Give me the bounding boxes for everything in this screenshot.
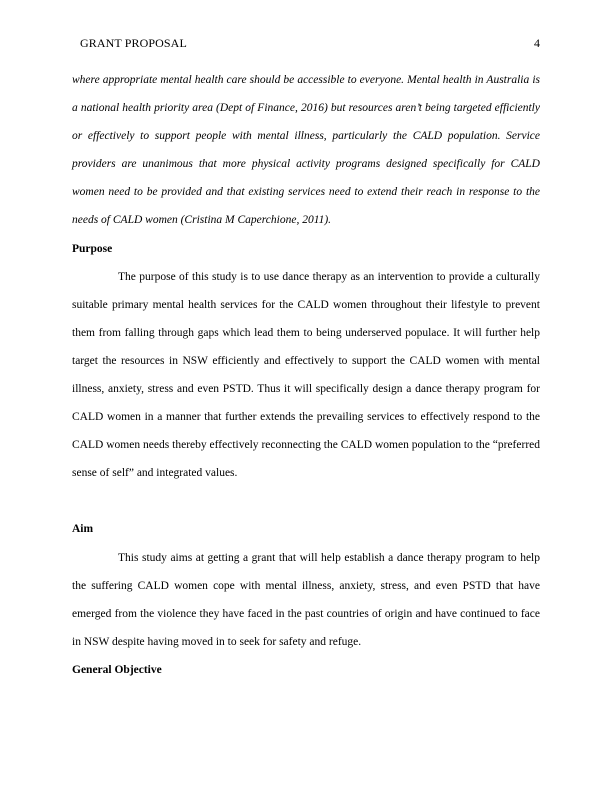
purpose-paragraph: The purpose of this study is to use dance therapy as an intervention to provide a culturally suitable primary mental health services for the CALD women throughout their lifestyle to prevent them from falling through gaps which lead them to being underserved populace. It will further help target the resources in NSW efficiently and effectively to support the CALD women with mental illness, anxiety, stress and even PSTD. Thus it will specifically design a dance therapy program for CALD women in a manner that further extends the prevailing services to effectively respond to the CALD women needs thereby effectively reconnecting the CALD women population to the “preferred sense of self” and integrated values. <box>72 270 540 480</box>
intro-paragraph: where appropriate mental health care should be accessible to everyone. Mental health in Australia is a national health priority area (Dept of Finance, 2016) but resources aren’t being targeted efficiently or effectively to support people with mental illness, particularly the CALD population. Service providers are unanimous that more physical activity programs designed specifically for CALD women need to be provided and that existing services need to extend their reach in response to the needs of CALD women (Cristina M Caperchione, 2011). <box>72 74 540 227</box>
general-objective-heading: General Objective <box>72 663 162 676</box>
page-number: 4 <box>534 36 540 50</box>
running-head: GRANT PROPOSAL <box>80 36 187 50</box>
section-spacer <box>72 487 540 515</box>
aim-paragraph: This study aims at getting a grant that will help establish a dance therapy program to help the suffering CALD women cope with mental illness, anxiety, stress, and even PSTD that have emerged from the violence they have faced in the past countries of origin and have continued to face in NSW despite having moved in to seek for safety and refuge. <box>72 551 540 648</box>
purpose-heading: Purpose <box>72 242 113 255</box>
document-body <box>72 66 540 684</box>
aim-heading: Aim <box>72 523 94 536</box>
